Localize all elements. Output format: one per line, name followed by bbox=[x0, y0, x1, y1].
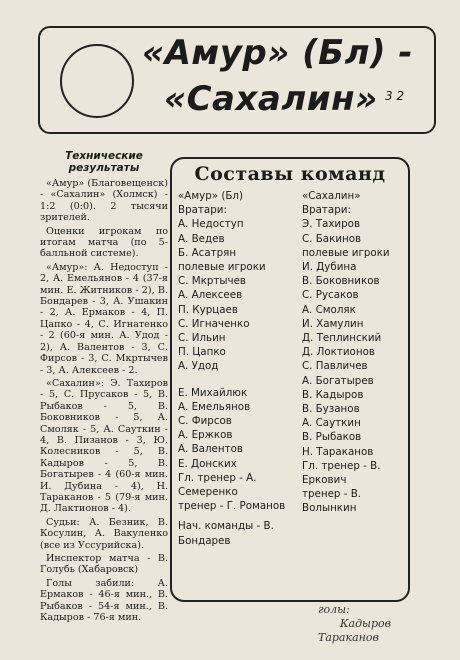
player: П. Цапко bbox=[178, 346, 226, 359]
report-paragraph: Инспектор матча - В. Голубь (Хабаровск) bbox=[40, 553, 168, 576]
player: С. Ильин bbox=[178, 332, 226, 345]
technical-results bbox=[40, 150, 168, 625]
player: С. Русаков bbox=[302, 289, 359, 302]
player: А. Сауткин bbox=[302, 417, 361, 430]
player: А. Недоступ bbox=[178, 218, 244, 231]
player: В. Боковников bbox=[302, 275, 380, 288]
field-players-label: полевые игроки bbox=[302, 246, 390, 259]
head-coach: Гл. тренер - В. bbox=[302, 459, 381, 472]
rosters-box bbox=[170, 157, 410, 602]
player: Д. Локтионов bbox=[302, 346, 375, 359]
player: С. Игначенко bbox=[178, 317, 250, 330]
head-coach-name: Еркович bbox=[302, 474, 347, 487]
player: И. Хамулин bbox=[302, 317, 364, 330]
amur-roster bbox=[178, 189, 296, 548]
player: С. Павличев bbox=[302, 360, 368, 373]
field-players-label: полевые игроки bbox=[178, 261, 266, 274]
report-paragraph: Голы забили: А. Ермаков - 46-я мин., В. Рыбаков - 54-я мин., В. Кадыров - 76-я мин. bbox=[40, 577, 168, 624]
trainer: тренер - Г. Романов bbox=[178, 500, 286, 513]
player: С. Мкртычев bbox=[178, 275, 246, 288]
player: С. Бакинов bbox=[302, 232, 362, 245]
player: А. Удод bbox=[178, 360, 219, 373]
report-paragraph: Оценки игрокам по итогам матча (по 5-балльной системе). bbox=[40, 225, 168, 260]
report-paragraph: «Сахалин»: Э. Тахиров - 5, С. Прусаков - 5, В. Рыбаков - 5, В. Боковников - 5, А. Смоляк - 5, А. Сауткин - 4, В. Пизанов - 3, Ю. Колесников - 5, В. Кадыров - 5, В. Богатырев - 4 (60-я мин. И. Дубина - 4), Н. Тараканов - 5 (79-я мин. Д. Лактионов - 4). bbox=[40, 377, 168, 515]
headline-line-1: «Амур» (Бл) - bbox=[142, 33, 413, 73]
player: А. Валентов bbox=[178, 443, 243, 456]
player: В. Рыбаков bbox=[302, 431, 362, 444]
player: Н. Тараканов bbox=[302, 445, 374, 458]
technical-results-heading: Технические результаты bbox=[65, 150, 143, 174]
player: И. Дубина bbox=[302, 261, 357, 274]
head-coach: Гл. тренер - А. bbox=[178, 471, 257, 484]
handwritten-line: Кадыров bbox=[340, 617, 392, 630]
player: С. Фирсов bbox=[178, 415, 232, 428]
team-chief: Нач. команды - В. Бондарев bbox=[178, 520, 274, 547]
spacer bbox=[178, 374, 296, 386]
team-name: «Амур» (Бл) bbox=[178, 190, 243, 202]
sakhalin-roster bbox=[302, 189, 406, 516]
player: А. Смоляк bbox=[302, 303, 356, 316]
player: В. Кадыров bbox=[302, 388, 364, 401]
player: Е. Михайлюк bbox=[178, 386, 248, 399]
player: Д. Теплинский bbox=[302, 332, 382, 345]
player: А. Ержков bbox=[178, 429, 233, 442]
handwritten-note bbox=[318, 603, 458, 645]
player: А. Емельянов bbox=[178, 400, 251, 413]
rosters-title: Составы команд bbox=[194, 163, 386, 185]
team-name: «Сахалин» bbox=[302, 190, 361, 202]
report-paragraph: «Амур» (Благовещенск) - «Сахалин» (Холмск) - 1:2 (0:0). 2 тысячи зрителей. bbox=[40, 178, 168, 224]
player: А. Ведев bbox=[178, 232, 225, 245]
goalkeepers-label: Вратари: bbox=[302, 204, 351, 217]
report-paragraph: «Амур»: А. Недоступ - 2, А. Емельянов - 4 (37-я мин. Е. Житников - 2), В. Бондарев - 3, А. Ушакин - 2, А. Ермаков - 4, П. Цапко - 4, С. Игнатенко - 2 (60-я мин. А. Удод - 2), А. Валентов - 3, С. Фирсов - 3, С. Мкртычев - 3, А. Алексеев - 2. bbox=[40, 261, 168, 376]
player: Е. Донских bbox=[178, 457, 237, 470]
player: Б. Асатрян bbox=[178, 246, 237, 259]
handwritten-score: 3 2 bbox=[385, 89, 405, 103]
handwritten-line: Тараканов bbox=[318, 631, 379, 644]
head-coach-name: Семеренко bbox=[178, 486, 238, 499]
player: П. Курцаев bbox=[178, 303, 238, 316]
trainer: тренер - В. Волынкин bbox=[302, 488, 362, 515]
emblem-circle bbox=[60, 44, 134, 118]
handwritten-line: голы: bbox=[318, 603, 350, 616]
goalkeepers-label: Вратари: bbox=[178, 204, 227, 217]
match-headline bbox=[142, 30, 442, 122]
player: А. Алексеев bbox=[178, 289, 243, 302]
headline-line-2: «Сахалин» bbox=[164, 79, 378, 119]
player: А. Богатырев bbox=[302, 374, 374, 387]
report-paragraph: Судьи: А. Безник, В. Косулин, А. Вакуленко (все из Уссурийска). bbox=[40, 516, 168, 551]
player: В. Бузанов bbox=[302, 403, 360, 416]
player: Э. Тахиров bbox=[302, 218, 361, 231]
